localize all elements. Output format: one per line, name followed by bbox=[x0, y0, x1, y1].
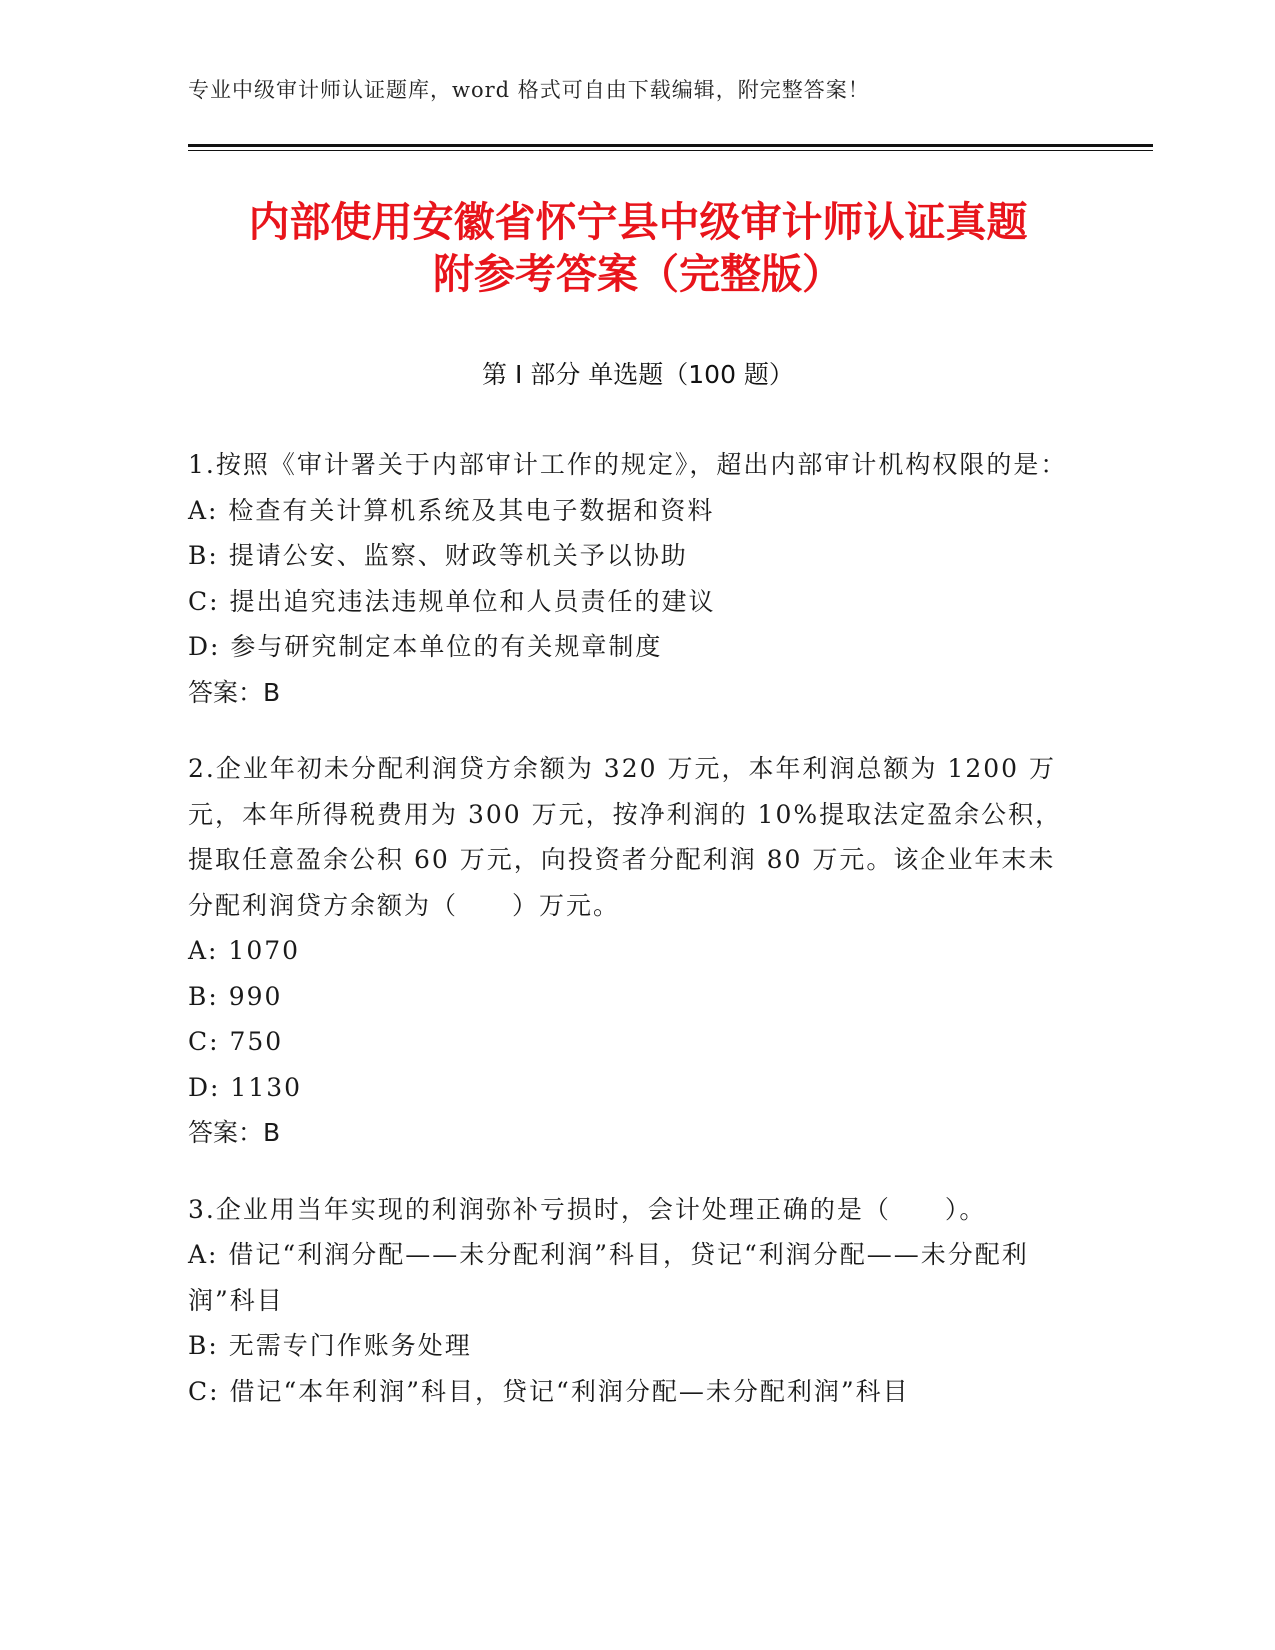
question-stem: 3.企业用当年实现的利润弥补亏损时，会计处理正确的是（ ）。 bbox=[188, 1194, 987, 1224]
question-2 bbox=[188, 746, 1068, 1156]
option-b: B: 无需专门作账务处理 bbox=[188, 1331, 472, 1360]
option-b: B: 提请公安、监察、财政等机关予以协助 bbox=[188, 541, 688, 570]
question-list bbox=[188, 442, 1068, 1445]
header-note: 专业中级审计师认证题库，word 格式可自由下载编辑，附完整答案！ bbox=[188, 78, 870, 102]
option-a: A: 借记“利润分配——未分配利润”科目，贷记“利润分配——未分配利润”科目 bbox=[188, 1240, 1029, 1315]
option-a: A: 1070 bbox=[188, 936, 301, 965]
answer: 答案：B bbox=[188, 1118, 281, 1147]
option-a: A: 检查有关计算机系统及其电子数据和资料 bbox=[188, 495, 715, 525]
question-stem: 2.企业年初未分配利润贷方余额为 320 万元，本年利润总额为 1200 万元，本年所得税费用为 300 万元，按净利润的 10%提取法定盈余公积，提取任意盈余公积 60 万元，向投资者分配利润 80 万元。该企业年末未分配利润贷方余额为（ ）万元。 bbox=[188, 754, 1063, 920]
option-d: D: 参与研究制定本单位的有关规章制度 bbox=[188, 632, 663, 661]
question-1 bbox=[188, 442, 1068, 715]
section-heading: 第 I 部分 单选题（100 题） bbox=[482, 360, 794, 389]
question-3 bbox=[188, 1187, 1068, 1415]
document-title bbox=[188, 196, 1088, 300]
header-rule-thick bbox=[188, 144, 1153, 147]
option-d: D: 1130 bbox=[188, 1072, 303, 1102]
option-c: C: 提出追究违法违规单位和人员责任的建议 bbox=[188, 586, 716, 616]
option-b: B: 990 bbox=[188, 981, 283, 1011]
question-stem: 1.按照《审计署关于内部审计工作的规定》，超出内部审计机构权限的是： bbox=[188, 450, 1068, 479]
document-title-line-1: 内部使用安徽省怀宁县中级审计师认证真题 bbox=[248, 198, 1028, 246]
answer: 答案：B bbox=[188, 677, 281, 707]
option-c: C: 750 bbox=[188, 1027, 284, 1056]
option-c: C: 借记“本年利润”科目，贷记“利润分配—未分配利润”科目 bbox=[188, 1376, 910, 1406]
header-rule-thin bbox=[188, 150, 1153, 151]
document-title-line-2: 附参考答案（完整版） bbox=[433, 250, 843, 298]
